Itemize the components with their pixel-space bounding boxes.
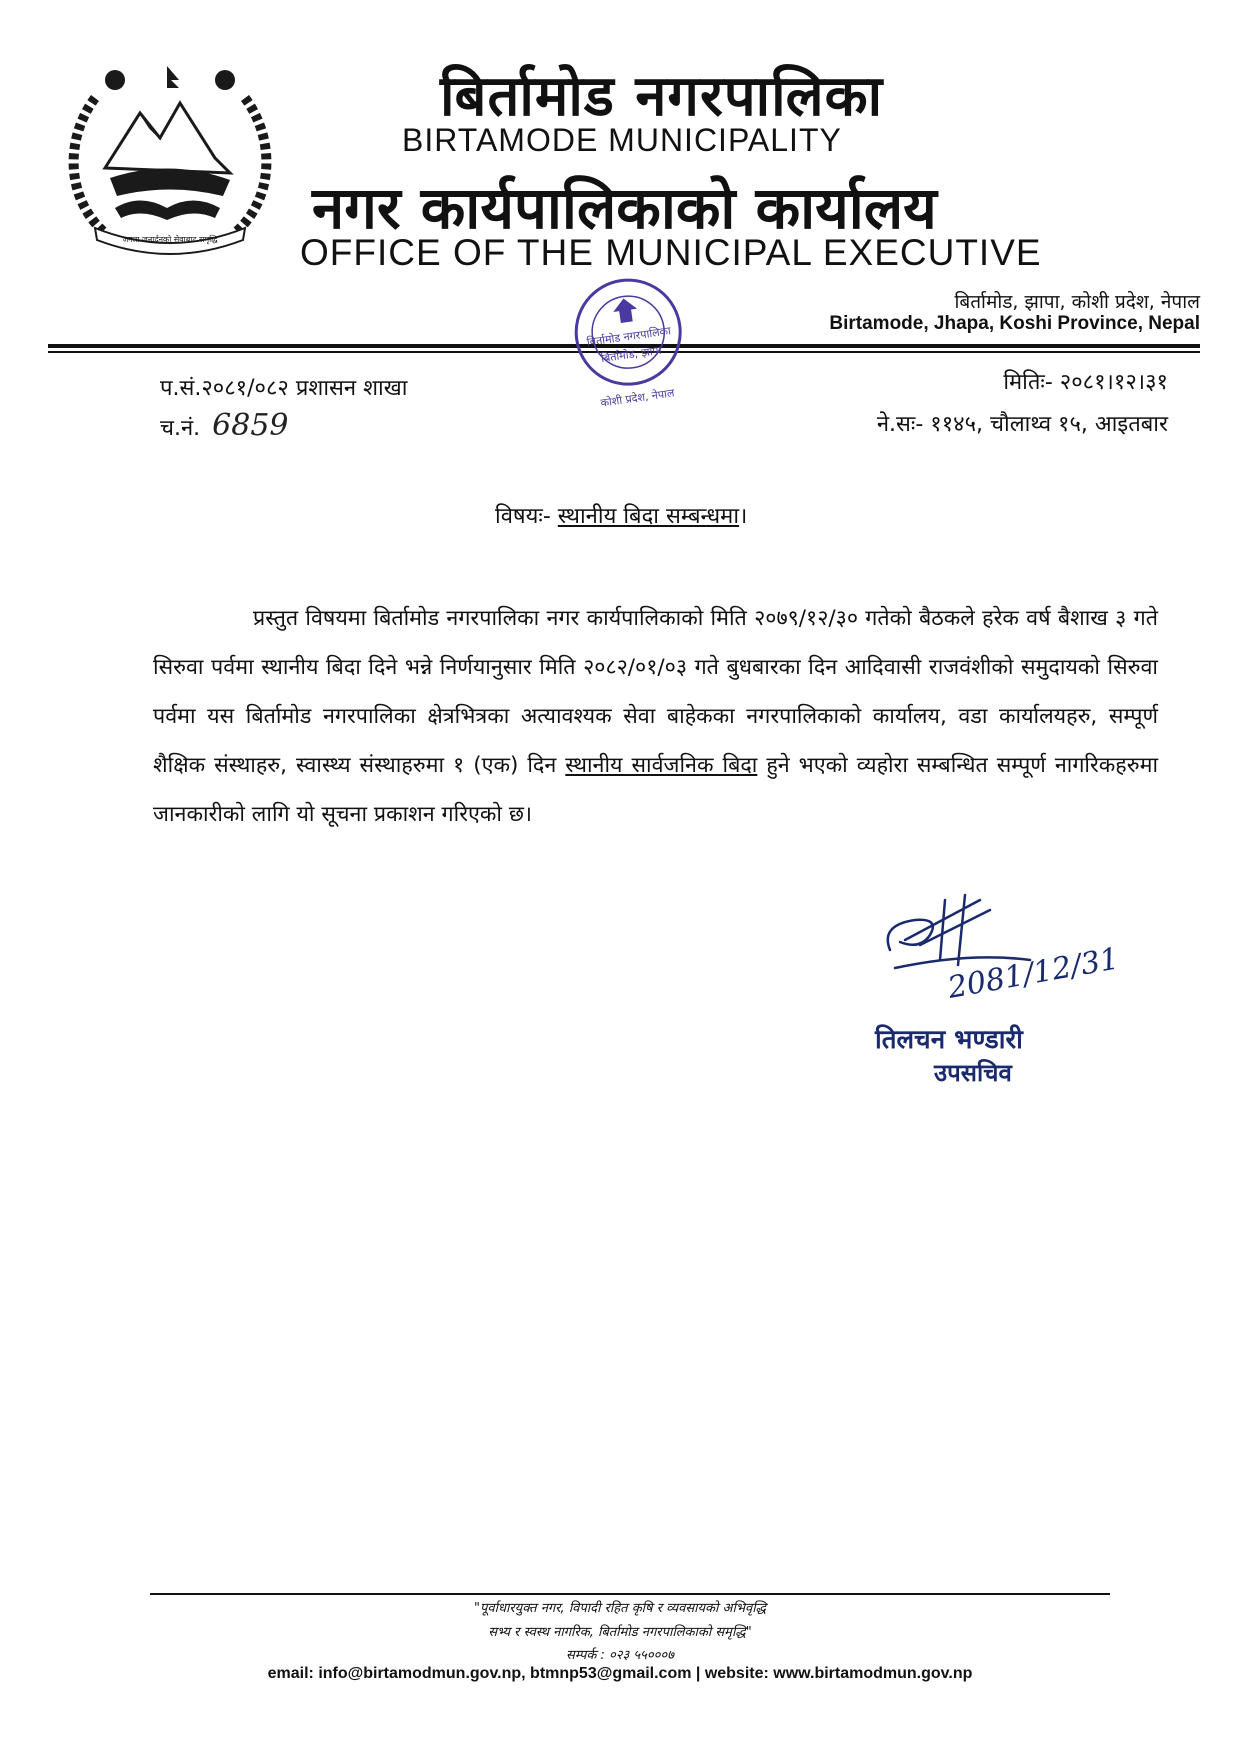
municipality-name-np: बिर्तामोड नगरपालिका [440, 64, 884, 129]
stamp-line1: बिर्तामोड नगरपालिका [586, 324, 672, 349]
address-en: Birtamode, Jhapa, Koshi Province, Nepal [829, 313, 1200, 334]
body-highlight: स्थानीय सार्वजनिक बिदा [565, 753, 758, 778]
dispatch-number [160, 408, 289, 443]
letter-body [153, 594, 1158, 839]
emblem-motto: जनता जनार्दनको सेवाबाट समृद्धि [122, 235, 218, 244]
dispatch-number-label: च.नं. [160, 416, 201, 441]
signature-date: 2081/12/31 [945, 941, 1122, 1006]
body-part-2: हुने भएको व्यहोरा सम्बन्धित सम्पूर्ण नागरिकहरुमा जानकारीको लागि यो सूचना प्रकाशन गरिएको छ। [153, 753, 1159, 827]
subject-end: । [739, 504, 748, 529]
body-part-1: प्रस्तुत विषयमा बिर्तामोड नगरपालिका नगर कार्यपालिकाको मिति २०७९/१२/३० गतेको बैठकले हरेक वर्ष बैशाख ३ गते सिरुवा पर्वमा स्थानीय बिदा दिने भन्ने निर्णयानुसार मिति २०८२/०१/०३ गते बुधबारका दिन आदिवासी राजवंशीको समुदायको सिरुवा पर्वमा यस बिर्तामोड नगरपालिका क्षेत्रभित्रका अत्यावश्यक सेवा बाहेकका नगरपालिकाको कार्यालय, वडा कार्यालयहरु, सम्पूर्ण शैक्षिक संस्थाहरु, स्वास्थ्य संस्थाहरुमा १ (एक) दिन [153, 606, 1158, 778]
signatory-title: उपसचिव [934, 1059, 1012, 1087]
letter-date: मितिः- २०८१।१२।३१ [1003, 370, 1168, 395]
office-stamp [540, 270, 720, 420]
subject-label: विषयः- [495, 504, 551, 529]
nepal-sambat-date: ने.सः- ११४५, चौलाथ्व १५, आइतबार [876, 412, 1168, 437]
subject-text: स्थानीय बिदा सम्बन्धमा [557, 504, 740, 529]
stamp-line2: बिर्तामोड, झापा [600, 343, 663, 366]
footer-phone: सम्पर्क : ०२३ ५५०००७ [566, 1648, 674, 1663]
signatory-name: तिलचन भण्डारी [875, 1025, 1023, 1055]
office-name-en: OFFICE OF THE MUNICIPAL EXECUTIVE [300, 232, 1042, 273]
footer-rule [150, 1593, 1110, 1595]
subject-line [495, 500, 747, 530]
handwritten-signature [870, 880, 1130, 1010]
reference-number: प.सं.२०८१/०८२ प्रशासन शाखा [160, 376, 408, 401]
office-name-np: नगर कार्यपालिकाको कार्यालय [312, 174, 937, 242]
dispatch-number-value: 6859 [212, 408, 289, 443]
municipality-name-en: BIRTAMODE MUNICIPALITY [402, 122, 842, 158]
stamp-line3: कोशी प्रदेश, नेपाल [599, 386, 676, 410]
footer-motto-line2: सभ्य र स्वस्थ नागरिक, बिर्तामोड नगरपालिकाको समृद्धि" [488, 1625, 752, 1640]
footer-motto-line1: "पूर्वाधारयुक्त नगर, विपादी रहित कृषि र व्यवसायको अभिवृद्धि [474, 1601, 766, 1616]
nepal-emblem-icon [55, 58, 285, 258]
footer-contact: email: info@birtamodmun.gov.np, btmnp53@gmail.com | website: www.birtamodmun.gov.np [267, 1665, 973, 1682]
address-np: बिर्तामोड, झापा, कोशी प्रदेश, नेपाल [954, 291, 1200, 313]
